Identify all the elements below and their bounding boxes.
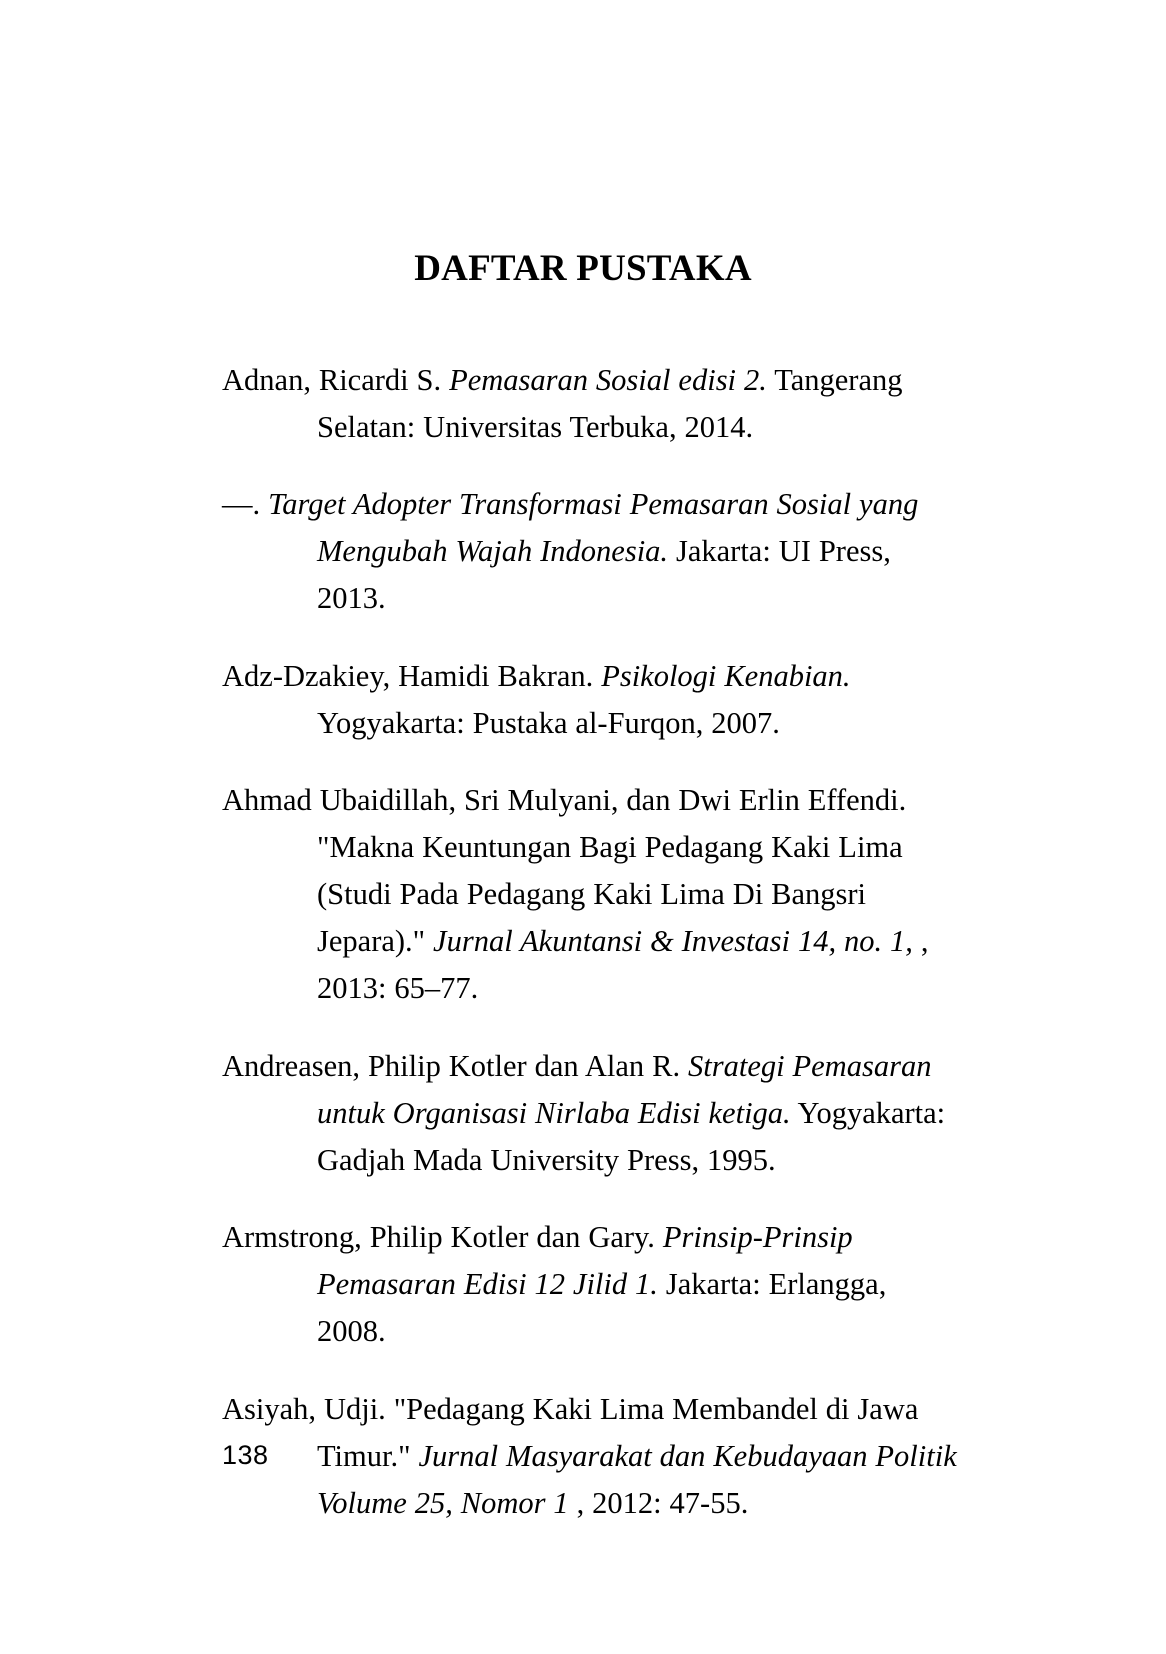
entry-title-italic: Psikologi Kenabian. <box>601 658 851 693</box>
entry-title-italic: Jurnal Masyarakat dan Kebudayaan Politik Volume 25, Nomor 1 <box>317 1438 957 1520</box>
entry-text: Ahmad Ubaidillah, Sri Mulyani, dan Dwi Erlin Effendi. "Makna Keuntungan Bagi Pedagang Kaki Lima (Studi Pada Pedagang Kaki Lima Di Bangsri Jepara)." <box>222 783 907 958</box>
bibliography-entry <box>222 777 958 1012</box>
entry-title-italic: Target Adopter Transformasi Pemasaran Sosial yang Mengubah Wajah Indonesia. <box>268 487 919 568</box>
entry-text: , 2013: 65–77. <box>317 924 929 1005</box>
bibliography-entry <box>222 1214 958 1355</box>
entry-title-italic: Pemasaran Sosial edisi 2. <box>449 362 767 397</box>
entry-text: Tangerang Selatan: Universitas Terbuka, 2014. <box>317 362 903 444</box>
bibliography-entry <box>222 1386 958 1527</box>
entry-text: Andreasen, Philip Kotler dan Alan R. <box>222 1048 689 1083</box>
bibliography-entry <box>222 481 958 622</box>
entry-text: , 2012: 47-55. <box>568 1485 749 1520</box>
bibliography-list <box>222 326 958 1553</box>
entry-text: Jakarta: UI Press, 2013. <box>317 534 891 615</box>
entry-text: Jakarta: Erlangga, 2008. <box>317 1267 887 1348</box>
bibliography-entry <box>222 357 958 451</box>
bibliography-entry <box>222 1043 958 1184</box>
entry-title-italic: Jurnal Akuntansi & Investasi 14, no. 1, <box>433 924 913 958</box>
page-title: DAFTAR PUSTAKA <box>414 247 752 289</box>
entry-title-italic: Prinsip-Prinsip Pemasaran Edisi 12 Jilid 1. <box>317 1220 853 1301</box>
entry-text: Yogyakarta: Pustaka al-Furqon, 2007. <box>317 705 780 740</box>
entry-text: Adnan, Ricardi S. <box>222 362 450 397</box>
entry-text: Armstrong, Philip Kotler dan Gary. <box>222 1220 663 1254</box>
entry-text: —. <box>222 487 269 521</box>
page-number: 138 <box>222 1440 269 1470</box>
entry-text: Adz-Dzakiey, Hamidi Bakran. <box>222 658 602 693</box>
bibliography-entry <box>222 653 958 747</box>
entry-text: Yogyakarta: Gadjah Mada University Press, 1995. <box>317 1095 946 1177</box>
entry-text: Asiyah, Udji. "Pedagang Kaki Lima Membandel di Jawa Timur." <box>222 1391 919 1473</box>
entry-title-italic: Strategi Pemasaran untuk Organisasi Nirlaba Edisi ketiga. <box>317 1048 932 1130</box>
